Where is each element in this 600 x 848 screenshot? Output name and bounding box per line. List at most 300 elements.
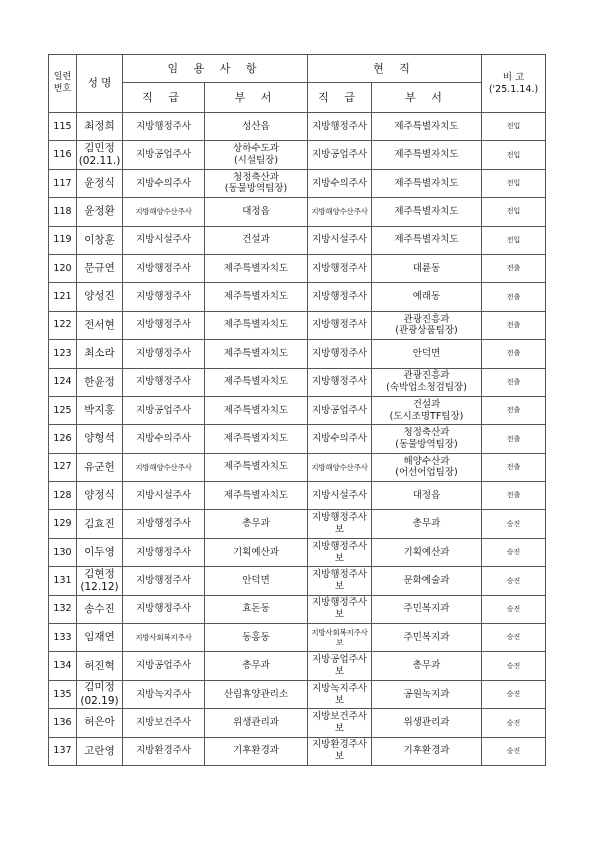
employee-name bbox=[77, 113, 123, 141]
appointment-rank bbox=[123, 482, 205, 510]
appointment-rank-line1: 지방공업주사 bbox=[135, 149, 192, 161]
serial-number-line1: 135 bbox=[53, 688, 72, 700]
current-dept-line1: 주민복지과 bbox=[403, 631, 450, 643]
remark-line1: 전출 bbox=[506, 264, 521, 273]
appointment-dept-line1: 동홍동 bbox=[242, 631, 270, 643]
serial-number-line1: 134 bbox=[53, 660, 72, 672]
appointment-dept-line1: 제주특별자치도 bbox=[223, 461, 289, 473]
employee-name bbox=[77, 538, 123, 566]
appointment-dept bbox=[205, 283, 308, 311]
appointment-rank-line1: 지방행정주사 bbox=[135, 376, 192, 388]
current-rank-line1: 지방행정주사 bbox=[311, 262, 368, 274]
serial-number-line1: 116 bbox=[53, 149, 72, 161]
appointment-dept bbox=[205, 538, 308, 566]
current-dept bbox=[372, 396, 482, 424]
employee-name bbox=[77, 624, 123, 652]
appointment-dept bbox=[205, 396, 308, 424]
current-rank bbox=[308, 680, 372, 708]
current-rank bbox=[308, 396, 372, 424]
current-rank-line1: 지방수의주사 bbox=[311, 177, 368, 189]
employee-name-line1: 최정희 bbox=[84, 120, 115, 133]
appointment-dept-line2: (동물방역팀장) bbox=[224, 183, 288, 195]
remark-line1: 전출 bbox=[506, 406, 521, 415]
current-rank bbox=[308, 425, 372, 453]
appointment-dept-line1: 기획예산과 bbox=[233, 546, 279, 558]
current-rank-line1: 지방행정주사보 bbox=[311, 540, 368, 564]
remark bbox=[482, 737, 546, 765]
current-dept-line1: 안덕면 bbox=[412, 347, 441, 359]
appointment-dept bbox=[205, 368, 308, 396]
employee-name bbox=[77, 198, 123, 226]
remark-line1: 전출 bbox=[506, 434, 521, 443]
current-dept-line1: 위생관리과 bbox=[403, 716, 450, 728]
employee-name-line1: 이창훈 bbox=[84, 233, 115, 246]
remark-line1: 전입 bbox=[506, 122, 521, 131]
current-rank bbox=[308, 737, 372, 765]
current-dept-line1: 제주특별자치도 bbox=[394, 120, 459, 132]
appointment-rank bbox=[123, 311, 205, 339]
name-header: 성 명 bbox=[77, 55, 123, 113]
current-dept bbox=[372, 425, 482, 453]
remark-line1: 전입 bbox=[506, 179, 521, 188]
appointment-rank bbox=[123, 624, 205, 652]
employee-name-line1: 김현정 bbox=[84, 567, 115, 580]
appointment-dept-line1: 제주특별자치도 bbox=[223, 262, 289, 274]
table-row bbox=[49, 113, 546, 141]
serial-number-line1: 133 bbox=[53, 631, 72, 643]
remark bbox=[482, 169, 546, 197]
serial-number-line1: 117 bbox=[53, 177, 72, 189]
appointment-rank bbox=[123, 453, 205, 481]
current-dept-line1: 대정읍 bbox=[412, 489, 441, 501]
serial-number bbox=[49, 396, 77, 424]
employee-name-line1: 한윤정 bbox=[84, 375, 115, 388]
remarks-header-line1: 비 고 bbox=[502, 71, 525, 83]
table-row bbox=[49, 311, 546, 339]
current-dept-line1: 관광진흥과 bbox=[403, 313, 450, 325]
appointment-dept-line1: 대정읍 bbox=[242, 205, 270, 217]
current-dept bbox=[372, 567, 482, 595]
current-rank-line1: 지방공업주사 bbox=[311, 404, 368, 416]
remark-line1: 승진 bbox=[506, 690, 521, 699]
serial-number bbox=[49, 169, 77, 197]
table-row bbox=[49, 680, 546, 708]
appointment-dept bbox=[205, 226, 308, 254]
remark bbox=[482, 113, 546, 141]
appointment-dept-line2: (시설팀장) bbox=[233, 155, 279, 167]
serial-number-line1: 127 bbox=[53, 461, 72, 473]
current-rank bbox=[308, 113, 372, 141]
employee-name-line2: (12.12) bbox=[80, 580, 119, 593]
appointment-dept-line1: 제주특별자치도 bbox=[223, 291, 289, 303]
employee-name bbox=[77, 595, 123, 623]
table-row bbox=[49, 283, 546, 311]
current-dept bbox=[372, 283, 482, 311]
current-dept bbox=[372, 368, 482, 396]
employee-name-line1: 허진혁 bbox=[84, 659, 115, 672]
current-dept-line1: 기획예산과 bbox=[403, 546, 450, 558]
appointment-dept-line1: 위생관리과 bbox=[233, 716, 279, 728]
employee-name bbox=[77, 567, 123, 595]
current-dept-line1: 제주특별자치도 bbox=[394, 149, 459, 161]
employee-name-line1: 김민정 bbox=[84, 141, 115, 154]
table-row bbox=[49, 624, 546, 652]
appointment-dept bbox=[205, 425, 308, 453]
appointment-header: 임 용 사 항 bbox=[123, 55, 308, 83]
current-rank bbox=[308, 283, 372, 311]
appointment-dept-line1: 제주특별자치도 bbox=[223, 433, 289, 445]
appointment-dept bbox=[205, 113, 308, 141]
current-rank-line1: 지방수의주사 bbox=[311, 433, 368, 445]
current-rank-line1: 지방환경주사보 bbox=[311, 739, 368, 763]
employee-name-line1: 송수진 bbox=[84, 602, 115, 615]
serial-number bbox=[49, 652, 77, 680]
current-dept bbox=[372, 538, 482, 566]
appointment-dept-line1: 성산읍 bbox=[242, 120, 270, 132]
current-dept-line1: 주민복지과 bbox=[403, 603, 450, 615]
serial-header-line1: 일련 bbox=[53, 72, 72, 83]
appointment-rank-line1: 지방행정주사 bbox=[135, 347, 192, 359]
serial-number bbox=[49, 311, 77, 339]
remark-line1: 전출 bbox=[506, 292, 521, 301]
serial-number bbox=[49, 368, 77, 396]
current-dept-line1: 총무과 bbox=[412, 660, 441, 672]
current-dept-line1: 관광진흥과 bbox=[403, 370, 450, 382]
serial-number bbox=[49, 737, 77, 765]
serial-number-line1: 125 bbox=[53, 404, 72, 416]
current-rank-line1: 지방행정주사 bbox=[311, 291, 368, 303]
serial-number-line1: 131 bbox=[53, 575, 72, 586]
current-dept bbox=[372, 595, 482, 623]
current-dept bbox=[372, 198, 482, 226]
appointment-rank bbox=[123, 737, 205, 765]
remarks-header-line2: ('25.1.14.) bbox=[488, 83, 539, 95]
serial-header bbox=[49, 55, 77, 113]
serial-number-line1: 119 bbox=[53, 234, 72, 246]
appointment-dept bbox=[205, 311, 308, 339]
remark-line1: 승진 bbox=[506, 661, 521, 670]
remark-line1: 승진 bbox=[506, 604, 521, 613]
header-row-2 bbox=[49, 83, 546, 113]
remark bbox=[482, 340, 546, 368]
current-dept-line2: (도시조명TF팀장) bbox=[389, 410, 464, 422]
dept-header: 부 서 bbox=[205, 83, 308, 113]
remark bbox=[482, 567, 546, 595]
current-dept bbox=[372, 737, 482, 765]
current-rank-line1: 지방보건주사보 bbox=[311, 711, 368, 734]
remark bbox=[482, 652, 546, 680]
current-dept-line1: 제주특별자치도 bbox=[394, 205, 459, 217]
appointment-rank bbox=[123, 709, 205, 737]
serial-number-line1: 122 bbox=[53, 319, 72, 331]
current-dept bbox=[372, 311, 482, 339]
current-rank-line1: 지방시설주사 bbox=[311, 234, 368, 246]
appointment-dept-line1: 총무과 bbox=[242, 660, 270, 672]
appointment-rank-line1: 지방공업주사 bbox=[135, 404, 192, 416]
employee-name-line1: 전서현 bbox=[84, 318, 115, 331]
employee-name bbox=[77, 141, 123, 169]
employee-name bbox=[77, 482, 123, 510]
appointment-dept-line1: 제주특별자치도 bbox=[223, 319, 289, 331]
appointment-dept bbox=[205, 453, 308, 481]
employee-name bbox=[77, 737, 123, 765]
serial-number bbox=[49, 283, 77, 311]
remark-line1: 승진 bbox=[506, 519, 521, 528]
current-rank bbox=[308, 709, 372, 737]
current-rank bbox=[308, 567, 372, 595]
employee-name-line1: 윤정환 bbox=[84, 205, 115, 218]
employee-name bbox=[77, 709, 123, 737]
remark-line1: 승진 bbox=[506, 633, 521, 642]
employee-name-line1: 최소라 bbox=[84, 347, 115, 360]
appointment-rank bbox=[123, 680, 205, 708]
appointment-rank-line1: 지방행정주사 bbox=[135, 546, 192, 558]
remark-line1: 전출 bbox=[506, 349, 521, 358]
appointment-rank bbox=[123, 567, 205, 595]
appointment-dept-line1: 제주특별자치도 bbox=[223, 404, 289, 416]
remark-line1: 전출 bbox=[506, 377, 521, 386]
appointment-dept-line1: 제주특별자치도 bbox=[223, 489, 289, 501]
current-dept-header: 부 서 bbox=[372, 83, 482, 113]
employee-name-line1: 박지홍 bbox=[84, 404, 115, 417]
employee-name bbox=[77, 368, 123, 396]
appointment-dept bbox=[205, 567, 308, 595]
serial-number-line1: 136 bbox=[53, 716, 72, 728]
appointment-dept-line1: 산림휴양관리소 bbox=[223, 688, 289, 700]
current-rank-line1: 지방녹지주사보 bbox=[311, 682, 368, 706]
appointment-dept-line1: 제주특별자치도 bbox=[223, 347, 289, 359]
table-row bbox=[49, 595, 546, 623]
employee-name bbox=[77, 652, 123, 680]
appointment-dept bbox=[205, 510, 308, 538]
employee-name bbox=[77, 340, 123, 368]
appointment-rank-line1: 지방시설주사 bbox=[135, 234, 192, 246]
remark bbox=[482, 254, 546, 282]
serial-number-line1: 118 bbox=[53, 205, 72, 217]
appointment-rank bbox=[123, 113, 205, 141]
employee-name-line2: (02.19) bbox=[80, 694, 119, 707]
employee-name bbox=[77, 254, 123, 282]
appointment-rank-line1: 지방행정주사 bbox=[135, 603, 192, 615]
employee-name bbox=[77, 311, 123, 339]
appointment-rank bbox=[123, 652, 205, 680]
table-row bbox=[49, 652, 546, 680]
current-dept-line1: 해양수산과 bbox=[403, 455, 450, 467]
current-dept-line1: 기후환경과 bbox=[403, 745, 450, 757]
employee-name bbox=[77, 169, 123, 197]
current-dept bbox=[372, 453, 482, 481]
appointment-rank-line1: 지방수의주사 bbox=[135, 433, 192, 445]
remark bbox=[482, 709, 546, 737]
current-rank bbox=[308, 254, 372, 282]
remark bbox=[482, 368, 546, 396]
appointment-rank-line1: 지방행정주사 bbox=[135, 518, 192, 530]
appointment-rank bbox=[123, 510, 205, 538]
table-row bbox=[49, 709, 546, 737]
current-rank-line1: 지방사회복지주사보 bbox=[311, 628, 368, 647]
table-row bbox=[49, 340, 546, 368]
current-rank-line1: 지방공업주사 bbox=[311, 149, 368, 161]
appointment-rank-line1: 지방보건주사 bbox=[135, 716, 192, 728]
appointment-rank-line1: 지방공업주사 bbox=[135, 660, 192, 672]
table-row bbox=[49, 396, 546, 424]
current-rank bbox=[308, 595, 372, 623]
serial-number bbox=[49, 510, 77, 538]
current-dept-line1: 예래동 bbox=[412, 291, 441, 303]
current-rank-line1: 지방해양수산주사 bbox=[311, 462, 368, 472]
current-rank-line1: 지방행정주사 bbox=[311, 347, 368, 359]
remark bbox=[482, 538, 546, 566]
current-rank-line1: 지방행정주사 bbox=[311, 120, 368, 132]
remark-line1: 전입 bbox=[506, 150, 521, 159]
table-row bbox=[49, 169, 546, 197]
appointment-dept-line1: 총무과 bbox=[242, 518, 270, 530]
employee-name bbox=[77, 680, 123, 708]
serial-number bbox=[49, 198, 77, 226]
current-rank-line1: 지방해양수산주사 bbox=[311, 207, 368, 217]
appointment-rank bbox=[123, 226, 205, 254]
serial-number bbox=[49, 113, 77, 141]
remark bbox=[482, 482, 546, 510]
appointment-rank-line1: 지방행정주사 bbox=[135, 262, 192, 274]
current-rank-line1: 지방행정주사보 bbox=[311, 512, 368, 536]
appointment-rank-line1: 지방시설주사 bbox=[135, 489, 192, 501]
employee-name bbox=[77, 396, 123, 424]
remark bbox=[482, 226, 546, 254]
current-dept bbox=[372, 254, 482, 282]
appointment-rank bbox=[123, 425, 205, 453]
current-rank bbox=[308, 453, 372, 481]
current-rank-line1: 지방행정주사 bbox=[311, 376, 368, 388]
remark bbox=[482, 198, 546, 226]
current-dept bbox=[372, 709, 482, 737]
serial-number-line1: 115 bbox=[53, 120, 72, 132]
current-rank bbox=[308, 482, 372, 510]
employee-name-line1: 유군헌 bbox=[84, 460, 115, 473]
remark bbox=[482, 680, 546, 708]
remark bbox=[482, 453, 546, 481]
appointment-dept-line1: 상하수도과 bbox=[233, 143, 279, 155]
appointment-dept bbox=[205, 595, 308, 623]
current-rank bbox=[308, 368, 372, 396]
appointment-dept bbox=[205, 709, 308, 737]
serial-number bbox=[49, 624, 77, 652]
employee-name-line1: 허은아 bbox=[84, 716, 115, 729]
remark bbox=[482, 283, 546, 311]
rank-header: 직 급 bbox=[123, 83, 205, 113]
personnel-table bbox=[48, 54, 546, 766]
appointment-rank bbox=[123, 283, 205, 311]
employee-name-line1: 양성진 bbox=[84, 290, 115, 303]
current-dept-line1: 공원녹지과 bbox=[403, 688, 450, 700]
header-row-1 bbox=[49, 55, 546, 83]
appointment-rank-line1: 지방녹지주사 bbox=[135, 688, 192, 700]
current-rank bbox=[308, 340, 372, 368]
current-dept-line2: (동물방역팀장) bbox=[395, 438, 458, 450]
current-dept bbox=[372, 510, 482, 538]
appointment-rank bbox=[123, 538, 205, 566]
table-row bbox=[49, 368, 546, 396]
current-dept bbox=[372, 624, 482, 652]
current-dept-line1: 문화예술과 bbox=[403, 575, 450, 586]
serial-number-line1: 121 bbox=[53, 291, 72, 303]
remark-line1: 승진 bbox=[506, 548, 521, 557]
appointment-rank bbox=[123, 340, 205, 368]
current-rank bbox=[308, 652, 372, 680]
appointment-rank-line1: 지방수의주사 bbox=[135, 177, 192, 189]
serial-number bbox=[49, 567, 77, 595]
appointment-rank-line1: 지방해양수산주사 bbox=[135, 207, 192, 217]
appointment-rank-line1: 지방행정주사 bbox=[135, 575, 192, 586]
current-dept bbox=[372, 141, 482, 169]
employee-name bbox=[77, 283, 123, 311]
appointment-dept-line1: 청정축산과 bbox=[233, 171, 279, 183]
appointment-dept-line1: 기후환경과 bbox=[233, 745, 279, 757]
serial-header-line2: 번호 bbox=[53, 83, 72, 94]
remark-line1: 승진 bbox=[506, 718, 521, 727]
remark-line1: 전출 bbox=[506, 463, 521, 471]
table-row bbox=[49, 141, 546, 169]
remarks-header bbox=[482, 55, 546, 113]
employee-name bbox=[77, 510, 123, 538]
appointment-dept bbox=[205, 624, 308, 652]
appointment-rank bbox=[123, 198, 205, 226]
appointment-rank-line1: 지방해양수산주사 bbox=[135, 462, 192, 472]
current-rank bbox=[308, 538, 372, 566]
current-dept bbox=[372, 113, 482, 141]
table-row bbox=[49, 254, 546, 282]
current-rank-line1: 지방공업주사보 bbox=[311, 654, 368, 678]
appointment-rank bbox=[123, 254, 205, 282]
remark-line1: 전출 bbox=[506, 321, 521, 330]
table-row bbox=[49, 737, 546, 765]
current-rank-line1: 지방행정주사 bbox=[311, 319, 368, 331]
employee-name-line1: 김효진 bbox=[84, 517, 115, 530]
current-dept-line1: 총무과 bbox=[412, 518, 441, 530]
serial-number bbox=[49, 453, 77, 481]
serial-number bbox=[49, 482, 77, 510]
remark-line1: 전출 bbox=[506, 491, 521, 500]
current-header: 현 직 bbox=[308, 55, 482, 83]
appointment-dept bbox=[205, 340, 308, 368]
appointment-dept-line1: 건설과 bbox=[242, 234, 270, 246]
current-dept-line2: (어선어업팀장) bbox=[395, 467, 458, 479]
employee-name-line2: (02.11.) bbox=[78, 155, 121, 168]
remark bbox=[482, 396, 546, 424]
employee-name bbox=[77, 453, 123, 481]
appointment-dept bbox=[205, 680, 308, 708]
current-dept-line2: (관광상품팀장) bbox=[395, 325, 458, 337]
current-dept-line1: 청정축산과 bbox=[403, 427, 450, 439]
current-dept-line2: (숙박업소청검팀장) bbox=[386, 382, 467, 394]
serial-number-line1: 132 bbox=[53, 603, 72, 615]
employee-name bbox=[77, 226, 123, 254]
employee-name-line1: 김미정 bbox=[84, 681, 115, 694]
serial-number bbox=[49, 226, 77, 254]
serial-number-line1: 124 bbox=[53, 376, 72, 388]
employee-name-line1: 문규연 bbox=[84, 262, 115, 275]
table-row bbox=[49, 567, 546, 595]
appointment-dept bbox=[205, 198, 308, 226]
employee-name-line1: 고란영 bbox=[84, 744, 115, 757]
current-rank-line1: 지방행정주사보 bbox=[311, 597, 368, 621]
current-rank-line1: 지방시설주사 bbox=[311, 489, 368, 501]
appointment-rank-line1: 지방행정주사 bbox=[135, 291, 192, 303]
serial-number-line1: 137 bbox=[53, 745, 72, 757]
current-rank bbox=[308, 169, 372, 197]
current-rank bbox=[308, 226, 372, 254]
current-rank bbox=[308, 141, 372, 169]
